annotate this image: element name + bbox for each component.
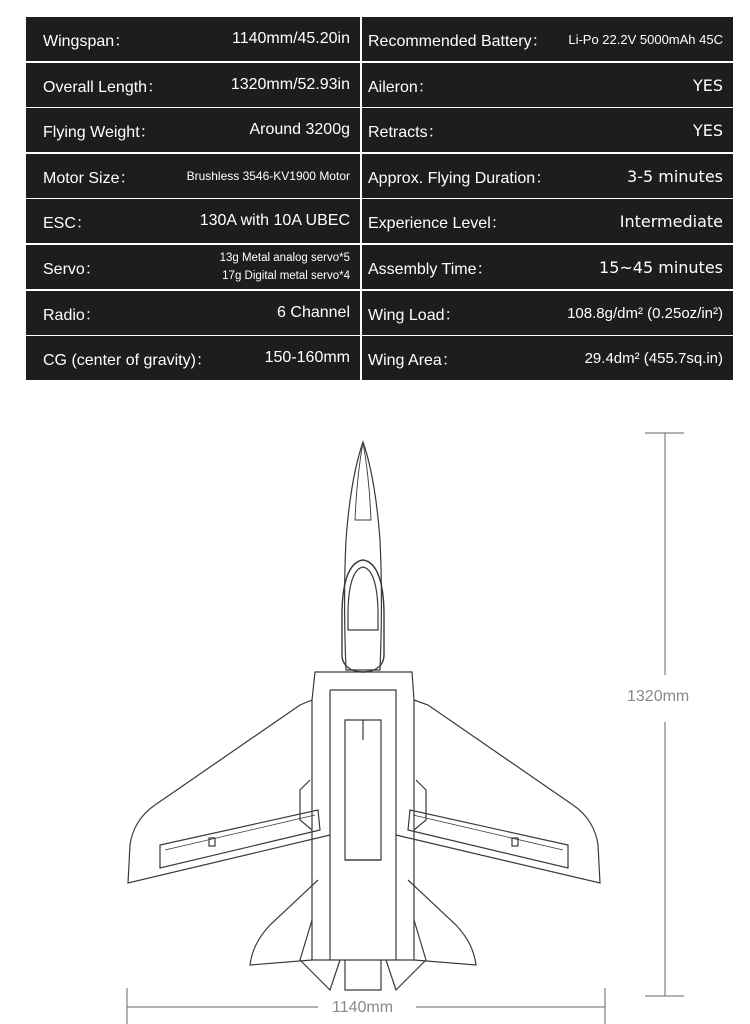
spec-cell	[362, 291, 733, 335]
servo-line: 17g Digital metal servo*4	[222, 270, 350, 282]
spec-row-weight	[26, 108, 733, 152]
spec-value: Around 3200g	[249, 121, 350, 138]
spec-value: Intermediate	[619, 211, 723, 231]
spec-row-length	[26, 63, 733, 107]
spec-label: Aileron：	[368, 78, 434, 96]
spec-cell	[362, 199, 733, 243]
spec-row-radio	[26, 291, 733, 335]
servo-line: 13g Metal analog servo*5	[219, 252, 350, 264]
spec-cell	[362, 336, 733, 380]
length-dimension	[645, 433, 684, 996]
spec-cell	[362, 108, 733, 152]
spec-label: Experience Level：	[368, 214, 507, 232]
spec-label: Motor Size：	[43, 169, 136, 187]
spec-label: Approx. Flying Duration：	[368, 169, 552, 187]
spec-value	[220, 245, 350, 289]
spec-value: 15~45 minutes	[599, 257, 723, 277]
aircraft-outline	[0, 395, 750, 1024]
spec-label: Wing Load：	[368, 306, 461, 324]
spec-row-servo	[26, 245, 733, 289]
spec-value: YES	[692, 120, 723, 140]
spec-cell	[26, 154, 360, 198]
spec-label: Servo：	[43, 260, 101, 278]
spec-label: Assembly Time：	[368, 260, 493, 278]
fuselage-nose	[345, 442, 382, 670]
spec-label: Wingspan：	[43, 32, 131, 50]
spec-label: Overall Length：	[43, 78, 164, 96]
spec-value: 150-160mm	[264, 349, 350, 366]
spec-label: Wing Area：	[368, 351, 458, 369]
spec-row-wingspan	[26, 17, 733, 61]
spec-value: 130A with 10A UBEC	[199, 212, 350, 229]
spec-value: Brushless 3546-KV1900 Motor	[186, 169, 350, 183]
spec-row-esc	[26, 199, 733, 243]
spec-value: 3-5 minutes	[627, 166, 723, 186]
spec-label: ESC：	[43, 214, 92, 232]
aircraft-diagram	[0, 395, 750, 1024]
specifications-table	[26, 17, 733, 381]
spec-value: Li-Po 22.2V 5000mAh 45C	[568, 31, 723, 47]
fuselage-body	[312, 672, 414, 960]
spec-cell	[26, 17, 360, 61]
spec-cell	[362, 154, 733, 198]
spec-label: Flying Weight：	[43, 123, 156, 141]
spec-row-motor	[26, 154, 733, 198]
spec-cell	[26, 108, 360, 152]
span-dimension-label: 1140mm	[332, 999, 394, 1016]
length-dimension-label: 1320mm	[627, 688, 690, 705]
spec-label: Retracts：	[368, 123, 444, 141]
spec-cell	[362, 63, 733, 107]
spec-value: 1140mm/45.20in	[232, 30, 350, 47]
spec-cell	[26, 63, 360, 107]
spec-cell	[26, 291, 360, 335]
spec-value: 29.4dm² (455.7sq.in)	[584, 349, 723, 367]
spec-cell	[362, 17, 733, 61]
exhaust-nozzle	[345, 960, 381, 990]
spec-label: Radio：	[43, 306, 101, 324]
spec-cell	[362, 245, 733, 289]
spec-value: 6 Channel	[277, 304, 350, 321]
spec-cell	[26, 336, 360, 380]
spec-label: Recommended Battery：	[368, 32, 548, 50]
spec-row-cg	[26, 336, 733, 380]
spec-value: 1320mm/52.93in	[230, 76, 350, 93]
spec-value: YES	[692, 75, 723, 95]
spec-cell	[26, 199, 360, 243]
spec-label: CG (center of gravity)：	[43, 351, 212, 369]
left-tailplane	[250, 880, 318, 965]
right-tailplane	[408, 880, 476, 965]
spec-cell	[26, 245, 360, 289]
spec-value: 108.8g/dm² (0.25oz/in²)	[567, 304, 723, 322]
